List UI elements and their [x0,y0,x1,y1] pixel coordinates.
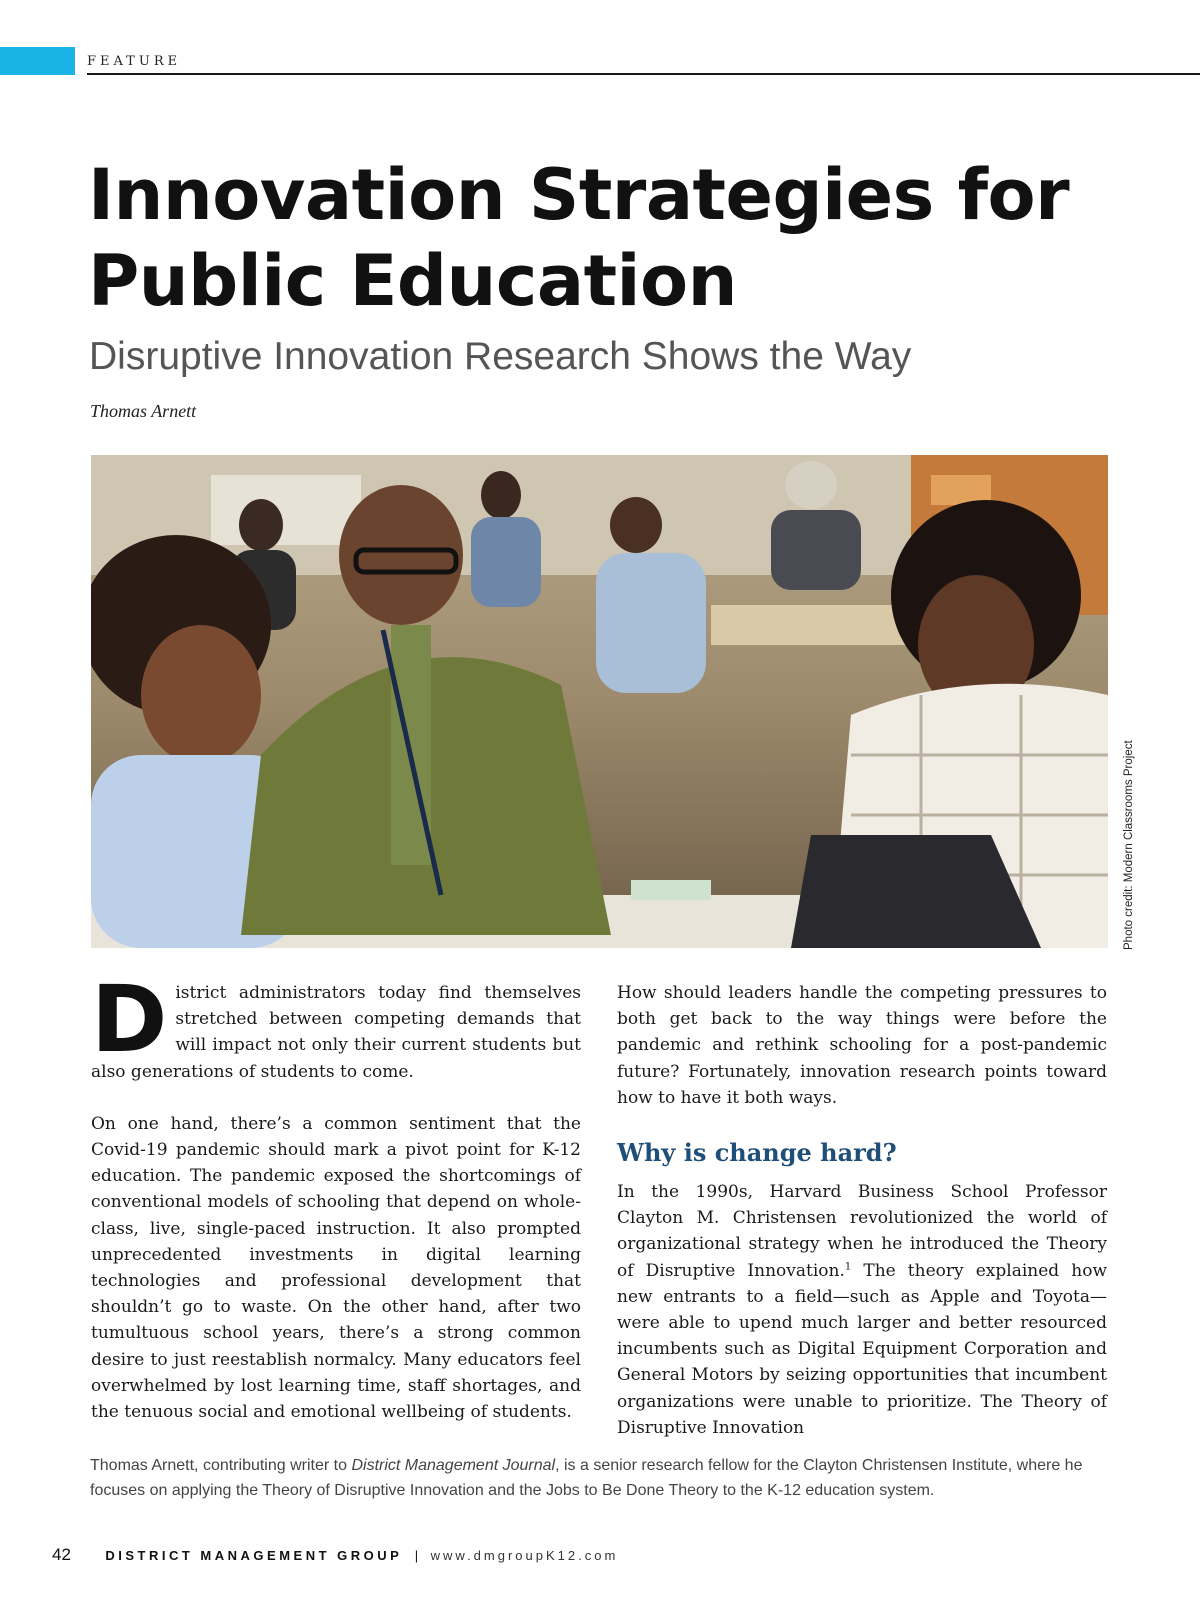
title-line-2: Public Education [88,240,737,322]
classroom-photo [91,455,1108,948]
paragraph-intro [91,966,581,1085]
paragraph-intro-text: istrict administrators today find themselves stretched between competing demands that will impact not only their current students but also generations of students to come. [91,983,581,1082]
photo-credit: Photo credit: Modern Classrooms Project [1123,740,1135,950]
paragraph-4-text-a: In the 1990s, Harvard Business School Professor Clayton M. Christensen revolutionized the world of organizational strategy when he introduced the Theory of Disruptive Innovation. [617,1182,1107,1281]
section-label: FEATURE [87,54,182,69]
paragraph-4-text-b: The theory explained how new entrants to a field—such as Apple and Toyota—were able to upend much larger and better resourced incumbents such as Digital Equipment Corporation and General Motors by seizing opportunities that incumbent organizations were unable to prioritize. The Theory of Disruptive Innovation [617,1260,1107,1438]
paragraph-3: How should leaders handle the competing pressures to both get back to the way things were before the pandemic and rethink schooling for a post-pandemic future? Fortunately, innovation research points toward how to have it both ways. [617,983,1107,1108]
body-column-left [91,966,581,1451]
drop-cap: D [91,966,168,1073]
body-column-right [617,980,1107,1467]
classroom-photo-illustration [91,455,1108,948]
title-line-1: Innovation Strategies for [88,154,1070,236]
page-number: 42 [52,1545,71,1564]
paragraph-4 [617,1179,1107,1441]
paragraph-2: On one hand, there’s a common sentiment that the Covid-19 pandemic should mark a pivot point for K-12 education. The pandemic exposed the shortcomings of conventional models of schooling that depend on whole-class, live, single-paced instruction. It also prompted unprecedented investments in digital learning technologies and professional development that shouldn’t go to waste. On the other hand, after two tumultuous school years, there’s a strong common desire to just reestablish normalcy. Many educators feel overwhelmed by lost learning time, staff shortages, and the tenuous social and emotional wellbeing of students. [91,1113,581,1423]
article-title [88,152,1128,324]
footer-org-name: DISTRICT MANAGEMENT GROUP [105,1548,403,1563]
article-subtitle: Disruptive Innovation Research Shows the Way [89,335,912,378]
section-subhead: Why is change hard? [617,1138,897,1168]
footer-url-link[interactable]: www.dmgroupK12.com [430,1548,619,1563]
page-footer [52,1545,618,1567]
bio-text-end: , is a senior research fellow for the Clayton Christensen Institute, where he focuses on applying the Theory of Disruptive Innovation and the Jobs to Be Done Theory to the K-12 education system. [90,1457,1083,1499]
footnote-marker[interactable]: 1 [844,1260,852,1272]
bio-journal-name: District Management Journal [351,1457,556,1474]
footer-separator: | [414,1548,419,1563]
author-bio [90,1453,1130,1503]
bio-text-start: Thomas Arnett, contributing writer to [90,1457,352,1474]
section-accent-bar [0,47,75,75]
author-byline: Thomas Arnett [90,401,197,421]
header-rule [87,73,1200,75]
